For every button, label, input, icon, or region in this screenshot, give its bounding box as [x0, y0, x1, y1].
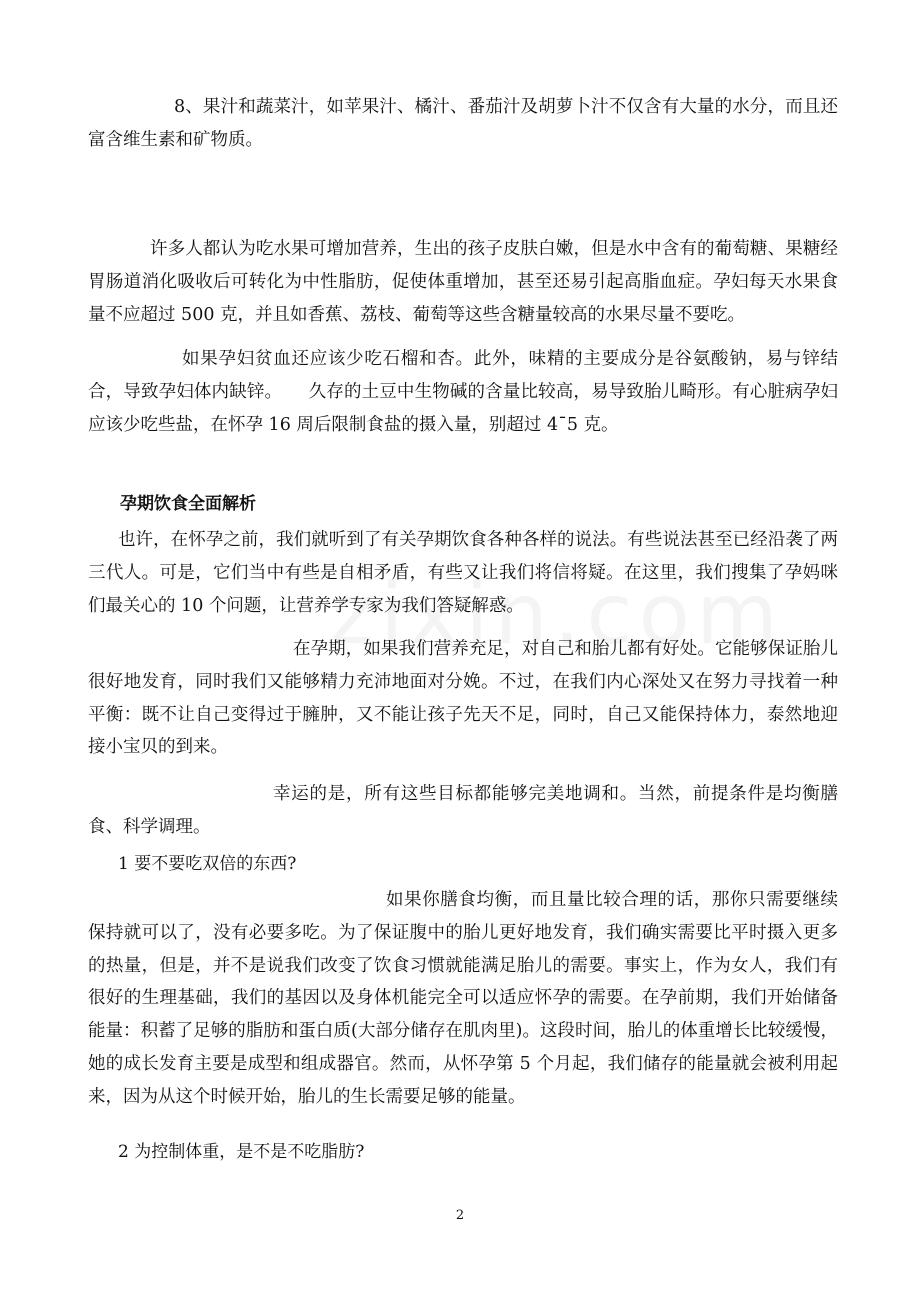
paragraph-anemia: 如果孕妇贫血还应该少吃石榴和杏。此外，味精的主要成分是谷氨酸钠，易与锌结合，导致孕妇体内缺锌。 久存的土豆中生物碱的含量比较高，易导致胎儿畸形。有心脏病孕妇应该少吃些盐，在怀孕 16 周后限制食盐的摄入量，别超过 4¯5 克。 [88, 349, 838, 435]
page-number: 2 [455, 1208, 465, 1223]
paragraph-nutrition: 在孕期，如果我们营养充足，对自己和胎儿都有好处。它能够保证胎儿很好地发育，同时我们又能够精力充沛地面对分娩。不过，在我们内心深处又在努力寻找着一种平衡：既不让自己变得过于臃肿，又不能让孩子先天不足，同时，自己又能保持体力，泰然地迎接小宝贝的到来。 [88, 639, 838, 758]
section-heading: 孕期饮食全面解析 [120, 494, 256, 514]
paragraph-intro: 也许，在怀孕之前，我们就听到了有关孕期饮食各种各样的说法。有些说法甚至已经沿袭了两三代人。可是，它们当中有些是自相矛盾，有些又让我们将信将疑。在这里，我们搜集了孕妈咪们最关心的 10 个问题，让营养学专家为我们答疑解惑。 [88, 530, 838, 616]
question-2: 2 为控制体重，是不是不吃脂肪? [118, 1142, 365, 1162]
paragraph-answer-1: 如果你膳食均衡，而且量比较合理的话，那你只需要继续保持就可以了，没有必要多吃。为了保证腹中的胎儿更好地发育，我们确实需要比平时摄入更多的热量，但是，并不是说我们改变了饮食习惯就能满足胎儿的需要。事实上，作为女人，我们有很好的生理基础，我们的基因以及身体机能完全可以适应怀孕的需要。在孕前期，我们开始储备能量：积蓄了足够的脂肪和蛋白质(大部分储存在肌肉里)。这段时间，胎儿的体重增长比较缓慢，她的成长发育主要是成型和组成器官。然而，从怀孕第 5 个月起，我们储存的能量就会被利用起来，因为从这个时候开始，胎儿的生长需要足够的能量。 [88, 890, 838, 1107]
paragraph-fruit: 许多人都认为吃水果可增加营养，生出的孩子皮肤白嫩，但是水中含有的葡萄糖、果糖经胃肠道消化吸收后可转化为中性脂肪，促使体重增加，甚至还易引起高脂血症。孕妇每天水果食量不应超过 500 克，并且如香蕉、荔枝、葡萄等这些含糖量较高的水果尽量不要吃。 [88, 239, 838, 325]
paragraph-fortunately: 幸运的是，所有这些目标都能够完美地调和。当然，前提条件是均衡膳食、科学调理。 [88, 784, 838, 837]
question-1: 1 要不要吃双倍的东西? [118, 854, 297, 874]
paragraph-juice: 8、果汁和蔬菜汁，如苹果汁、橘汁、番茄汁及胡萝卜汁不仅含有大量的水分，而且还富含维生素和矿物质。 [88, 97, 838, 150]
